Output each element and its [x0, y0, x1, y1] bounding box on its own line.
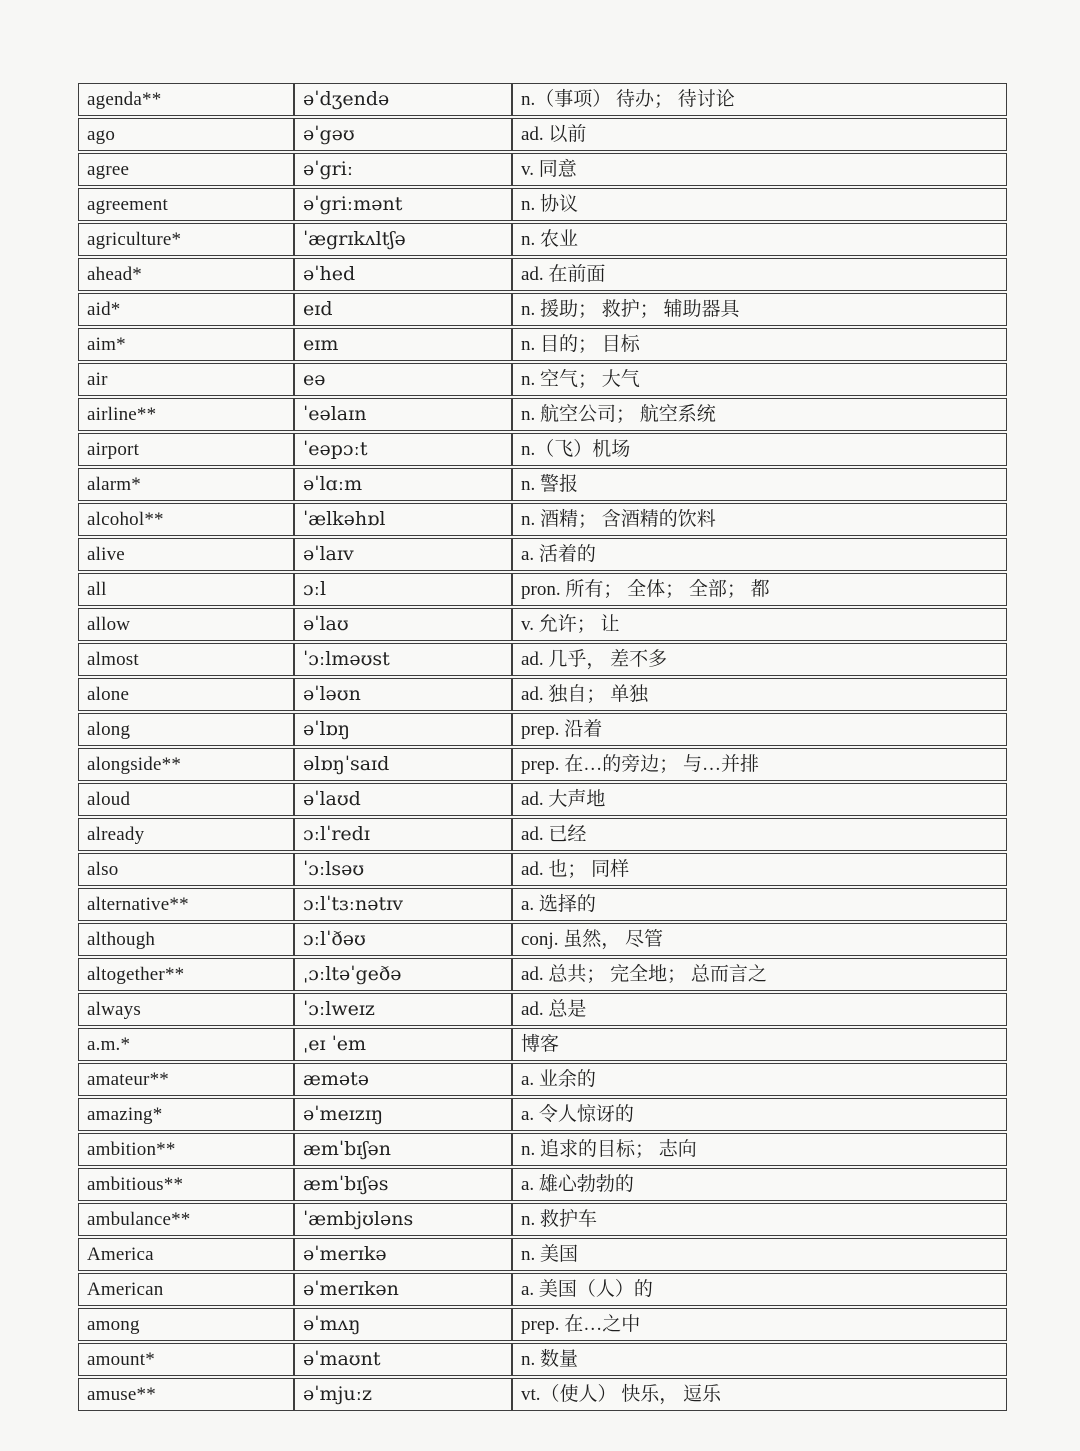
table-row	[78, 433, 1007, 466]
word-cell: airline**	[78, 398, 294, 431]
word-cell: alongside**	[78, 748, 294, 781]
word-cell: ambition**	[78, 1133, 294, 1166]
ipa-cell: ˈɔːlsəʊ	[294, 853, 512, 886]
ipa-cell: ɔːlˈredɪ	[294, 818, 512, 851]
ipa-cell: ˌeɪ ˈem	[294, 1028, 512, 1061]
ipa-cell: ɔːlˈtɜːnətɪv	[294, 888, 512, 921]
table-row	[78, 573, 1007, 606]
meaning-cell: n. 数量	[512, 1343, 1007, 1376]
ipa-cell: æmətə	[294, 1063, 512, 1096]
word-cell: allow	[78, 608, 294, 641]
table-row	[78, 468, 1007, 501]
ipa-cell: əˈmerɪkən	[294, 1273, 512, 1306]
table-row	[78, 538, 1007, 571]
word-cell: ambitious**	[78, 1168, 294, 1201]
table-row	[78, 293, 1007, 326]
word-cell: American	[78, 1273, 294, 1306]
word-cell: a.m.*	[78, 1028, 294, 1061]
ipa-cell: əˈgriː	[294, 153, 512, 186]
meaning-cell: ad. 已经	[512, 818, 1007, 851]
ipa-cell: əˈmjuːz	[294, 1378, 512, 1411]
table-row	[78, 888, 1007, 921]
meaning-cell: n.（事项） 待办； 待讨论	[512, 83, 1007, 116]
word-cell: alive	[78, 538, 294, 571]
meaning-cell: n.（飞）机场	[512, 433, 1007, 466]
table-row	[78, 258, 1007, 291]
ipa-cell: əˈhed	[294, 258, 512, 291]
word-cell: also	[78, 853, 294, 886]
ipa-cell: əˈlɑːm	[294, 468, 512, 501]
word-cell: airport	[78, 433, 294, 466]
word-cell: although	[78, 923, 294, 956]
ipa-cell: ɔːl	[294, 573, 512, 606]
meaning-cell: n. 航空公司； 航空系统	[512, 398, 1007, 431]
table-row	[78, 1098, 1007, 1131]
meaning-cell: pron. 所有； 全体； 全部； 都	[512, 573, 1007, 606]
table-row	[78, 223, 1007, 256]
word-cell: along	[78, 713, 294, 746]
word-cell: aid*	[78, 293, 294, 326]
table-row	[78, 1308, 1007, 1341]
table-row	[78, 1203, 1007, 1236]
ipa-cell: ˈæmbjʊləns	[294, 1203, 512, 1236]
ipa-cell: æmˈbɪʃəs	[294, 1168, 512, 1201]
meaning-cell: conj. 虽然， 尽管	[512, 923, 1007, 956]
table-row	[78, 83, 1007, 116]
table-row	[78, 783, 1007, 816]
table-row	[78, 643, 1007, 676]
ipa-cell: ˈɔːlweɪz	[294, 993, 512, 1026]
table-row	[78, 678, 1007, 711]
ipa-cell: əˈmaʊnt	[294, 1343, 512, 1376]
ipa-cell: æmˈbɪʃən	[294, 1133, 512, 1166]
meaning-cell: a. 活着的	[512, 538, 1007, 571]
table-row	[78, 1238, 1007, 1271]
ipa-cell: ˌɔːltəˈgeðə	[294, 958, 512, 991]
word-cell: amuse**	[78, 1378, 294, 1411]
word-cell: aim*	[78, 328, 294, 361]
ipa-cell: əˈlɒŋ	[294, 713, 512, 746]
meaning-cell: n. 美国	[512, 1238, 1007, 1271]
ipa-cell: eɪm	[294, 328, 512, 361]
table-row	[78, 818, 1007, 851]
table-row	[78, 923, 1007, 956]
table-row	[78, 993, 1007, 1026]
table-row	[78, 398, 1007, 431]
word-cell: agreement	[78, 188, 294, 221]
meaning-cell: ad. 以前	[512, 118, 1007, 151]
ipa-cell: əˈləʊn	[294, 678, 512, 711]
meaning-cell: ad. 在前面	[512, 258, 1007, 291]
word-cell: among	[78, 1308, 294, 1341]
word-cell: air	[78, 363, 294, 396]
meaning-cell: a. 选择的	[512, 888, 1007, 921]
meaning-cell: n. 警报	[512, 468, 1007, 501]
table-row	[78, 1273, 1007, 1306]
word-cell: already	[78, 818, 294, 851]
table-row	[78, 1168, 1007, 1201]
meaning-cell: n. 救护车	[512, 1203, 1007, 1236]
word-cell: alone	[78, 678, 294, 711]
word-cell: amazing*	[78, 1098, 294, 1131]
table-row	[78, 1133, 1007, 1166]
meaning-cell: ad. 总是	[512, 993, 1007, 1026]
meaning-cell: v. 同意	[512, 153, 1007, 186]
meaning-cell: n. 援助； 救护； 辅助器具	[512, 293, 1007, 326]
table-row	[78, 153, 1007, 186]
word-cell: always	[78, 993, 294, 1026]
table-row	[78, 1378, 1007, 1411]
vocabulary-table-body	[78, 83, 1007, 1411]
table-row	[78, 1063, 1007, 1096]
word-cell: amount*	[78, 1343, 294, 1376]
meaning-cell: prep. 在…之中	[512, 1308, 1007, 1341]
ipa-cell: eɪd	[294, 293, 512, 326]
ipa-cell: əlɒŋˈsaɪd	[294, 748, 512, 781]
meaning-cell: prep. 沿着	[512, 713, 1007, 746]
ipa-cell: ˈægrɪkʌltʃə	[294, 223, 512, 256]
ipa-cell: əˈlaʊd	[294, 783, 512, 816]
meaning-cell: n. 农业	[512, 223, 1007, 256]
ipa-cell: ɔːlˈðəʊ	[294, 923, 512, 956]
meaning-cell: n. 目的； 目标	[512, 328, 1007, 361]
table-row	[78, 958, 1007, 991]
meaning-cell: a. 令人惊讶的	[512, 1098, 1007, 1131]
meaning-cell: n. 协议	[512, 188, 1007, 221]
table-row	[78, 1343, 1007, 1376]
table-row	[78, 608, 1007, 641]
meaning-cell: ad. 总共； 完全地； 总而言之	[512, 958, 1007, 991]
ipa-cell: əˈmeɪzɪŋ	[294, 1098, 512, 1131]
ipa-cell: ˈɔːlməʊst	[294, 643, 512, 676]
word-cell: altogether**	[78, 958, 294, 991]
ipa-cell: ˈælkəhɒl	[294, 503, 512, 536]
table-row	[78, 188, 1007, 221]
ipa-cell: əˈdʒendə	[294, 83, 512, 116]
word-cell: agriculture*	[78, 223, 294, 256]
meaning-cell: a. 美国（人）的	[512, 1273, 1007, 1306]
ipa-cell: eə	[294, 363, 512, 396]
meaning-cell: n. 酒精； 含酒精的饮料	[512, 503, 1007, 536]
meaning-cell: vt.（使人） 快乐， 逗乐	[512, 1378, 1007, 1411]
meaning-cell: n. 空气； 大气	[512, 363, 1007, 396]
table-row	[78, 503, 1007, 536]
word-cell: amateur**	[78, 1063, 294, 1096]
word-cell: alcohol**	[78, 503, 294, 536]
table-row	[78, 328, 1007, 361]
vocabulary-table	[78, 81, 1007, 1413]
ipa-cell: əˈmʌŋ	[294, 1308, 512, 1341]
ipa-cell: ˈeəpɔːt	[294, 433, 512, 466]
meaning-cell: ad. 独自； 单独	[512, 678, 1007, 711]
meaning-cell: ad. 几乎， 差不多	[512, 643, 1007, 676]
word-cell: ambulance**	[78, 1203, 294, 1236]
word-cell: ago	[78, 118, 294, 151]
word-cell: ahead*	[78, 258, 294, 291]
meaning-cell: ad. 大声地	[512, 783, 1007, 816]
ipa-cell: əˈlaɪv	[294, 538, 512, 571]
table-row	[78, 1028, 1007, 1061]
meaning-cell: n. 追求的目标； 志向	[512, 1133, 1007, 1166]
ipa-cell: əˈmerɪkə	[294, 1238, 512, 1271]
table-row	[78, 713, 1007, 746]
word-cell: almost	[78, 643, 294, 676]
table-row	[78, 363, 1007, 396]
word-cell: all	[78, 573, 294, 606]
word-cell: alarm*	[78, 468, 294, 501]
table-row	[78, 118, 1007, 151]
ipa-cell: ˈeəlaɪn	[294, 398, 512, 431]
meaning-cell: a. 雄心勃勃的	[512, 1168, 1007, 1201]
table-row	[78, 748, 1007, 781]
meaning-cell: ad. 也； 同样	[512, 853, 1007, 886]
word-cell: aloud	[78, 783, 294, 816]
ipa-cell: əˈlaʊ	[294, 608, 512, 641]
meaning-cell: 博客	[512, 1028, 1007, 1061]
ipa-cell: əˈgriːmənt	[294, 188, 512, 221]
word-cell: agree	[78, 153, 294, 186]
word-cell: agenda**	[78, 83, 294, 116]
ipa-cell: əˈgəʊ	[294, 118, 512, 151]
word-cell: alternative**	[78, 888, 294, 921]
meaning-cell: prep. 在…的旁边； 与…并排	[512, 748, 1007, 781]
meaning-cell: v. 允许； 让	[512, 608, 1007, 641]
word-cell: America	[78, 1238, 294, 1271]
meaning-cell: a. 业余的	[512, 1063, 1007, 1096]
table-row	[78, 853, 1007, 886]
